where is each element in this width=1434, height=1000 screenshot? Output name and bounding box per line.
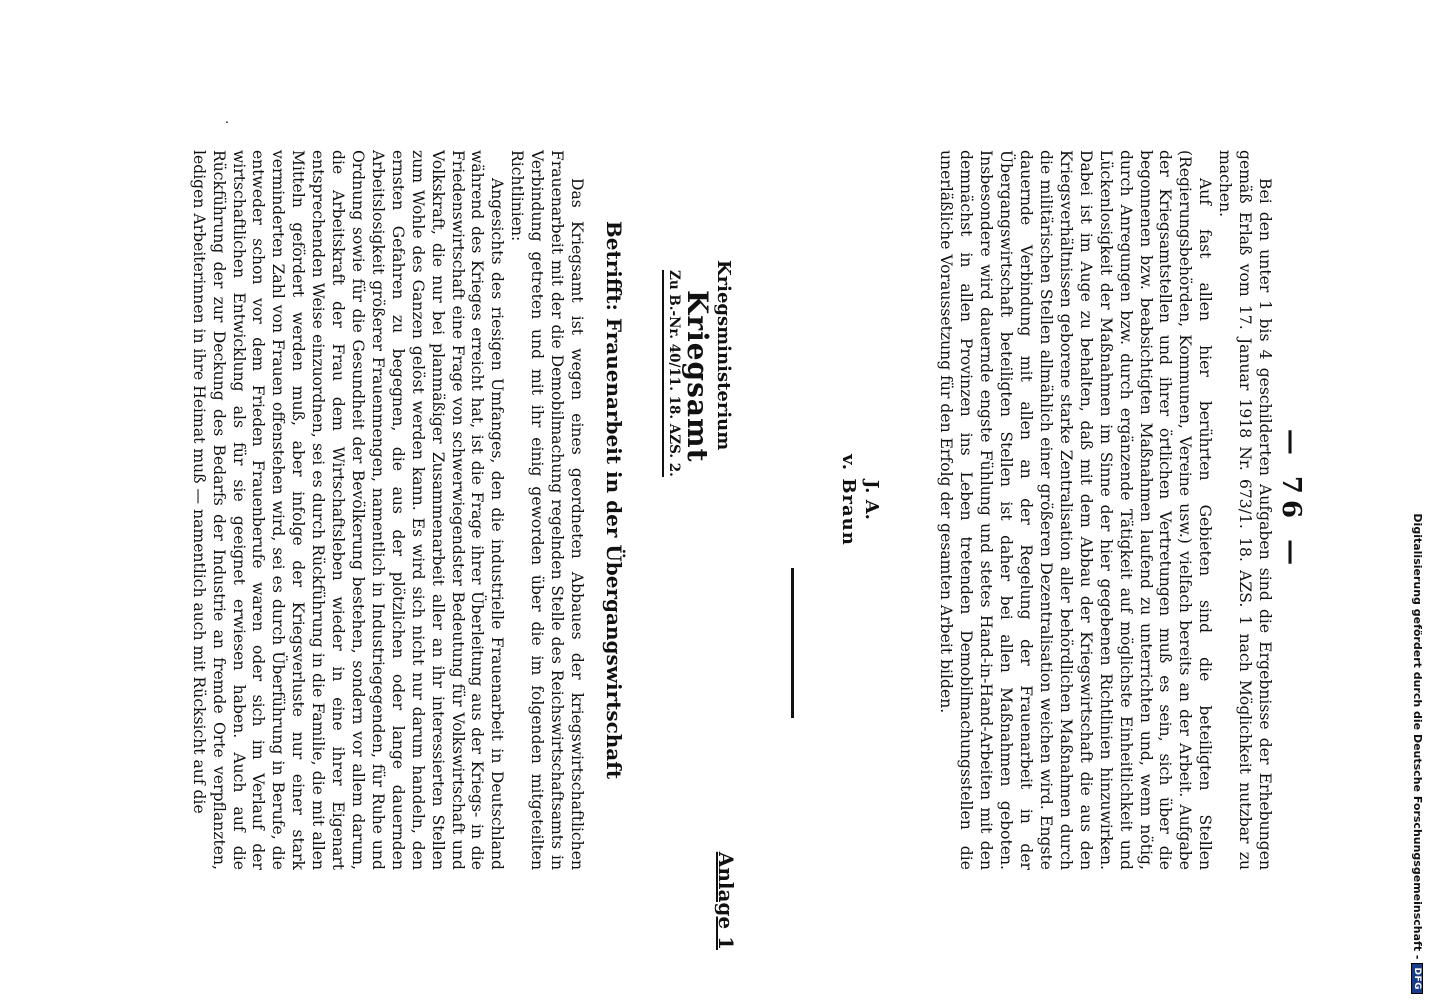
- intro-paragraph-2: Auf fast allen hier berührten Gebieten sind die beteiligten Stellen (Regierungsbehörden, Kommunen, Vereine usw.) vielfach bereits an der Arbeit. Aufgabe der Kriegsamtstellen und ihrer örtlichen Vertretungen muß es sein, sich über die begonnenen bzw. beabsichtigten Maßnahmen laufend zu unterrichten und, wenn nötig, durch Anregungen bzw. durch ergänzende Tätigkeit auf möglichste Einheitlichkeit und Lückenlosigkeit der Maßnahmen im Sinne der hier gegebenen Richtlinien hinzuwirken. Dabei ist im Auge zu behalten, daß mit dem Abbau der Kriegswirtschaft die aus den Kriegsverhältnissen geborene starke Zentralisation aller behördlichen Maßnahmen durch die militärischen Stellen allmählich einer größeren Dezentralisation weichen wird. Engste dauernde Verbindung mit allen an der Regelung der Frauenarbeit in der Übergangswirtschaft beteiligten Stellen ist daher bei allen Maßnahmen geboten. Insbesondere wird dauernde engste Fühlung und stetes Hand-in-Hand-Arbeiten mit den demnächst in allen Provinzen ins Leben tretenden Demobilmachungsstellen die unerläßliche Voraussetzung für den Erfolg der gesamten Arbeit bilden.: [937, 150, 1215, 870]
- scan-speck: ·: [218, 120, 234, 125]
- page-number: — 76 —: [1276, 428, 1306, 572]
- annex-label: Anlage 1: [714, 851, 738, 950]
- reference-number: Zu B.-Nr. 40/11. 18. AZS. 2.: [662, 270, 682, 477]
- digitization-credit-text: Digitalisierung gefördert durch die Deutsche Forschungsgemeinschaft -: [1411, 513, 1424, 960]
- dfg-logo: DFG: [1412, 963, 1424, 994]
- body-paragraph-2: Angesichts des riesigen Umfanges, den die industrielle Frauenarbeit in Deutschland während des Krieges erreicht hat, ist die Frage ihrer Überleitung aus der Kriegs- in die Friedenswirtschaft eine Frage von schwerwiegendster Bedeutung für Volkswirtschaft und Volkskraft, die nur bei planmäßiger Zusammenarbeit aller an ihr interessierten Stellen zum Wohle des Ganzen gelöst werden kann. Es wird sich nicht nur darum handeln, den ernsten Gefahren zu begegnen, die aus der plötzlichen oder lange dauernden Arbeitslosigkeit größerer Frauenmengen, namentlich in Industriegegenden, für Ruhe und Ordnung sowie für die Gesundheit der Bevölkerung bestehen, sondern vor allem darum, die Arbeitskraft der Frau dem Wirtschaftsleben wieder in eine ihrer Eigenart entsprechenden Weise einzuordnen, sei es durch Rückführung in die Familie, die mit allen Mitteln gefördert werden muß, aber infolge der Kriegsverluste nur einer stark verminderten Zahl von Frauen offenstehen wird, sei es durch Überführung in Berufe, die entweder schon vor dem Frieden Frauenberufe waren oder sich im Verlauf der wirtschaftlichen Entwicklung als für sie geeignet erwiesen haben. Auch auf die Rückführung der zur Deckung des Bedarfs der Industrie an fremde Orte verpflanzten, ledigen Arbeiterinnen in ihre Heimat muß — namentlich auch mit Rücksicht auf die: [189, 150, 507, 870]
- ministry-heading: Kriegsministerium: [713, 260, 734, 451]
- signature-ia: J. A.: [861, 480, 882, 520]
- section-divider: [791, 568, 794, 718]
- body-paragraph-1: Das Kriegsamt ist wegen eines geordneten Abbaues der kriegswirtschaftlichen Frauenarbeit mit der die Demobilmachung regelnden Stelle des Reichswirtschaftsamts in Verbindung getreten und mit ihr einig geworden über die im folgenden mitgeteilten Richtlinien:: [508, 150, 586, 870]
- intro-text: [936, 150, 1274, 870]
- office-heading: Kriegsamt: [681, 290, 714, 463]
- signature-name: v. Braun: [838, 454, 859, 546]
- digitization-credit: [1411, 4, 1424, 994]
- subject-heading: Betrifft: Frauenarbeit in der Übergangswirtschaft: [602, 220, 626, 780]
- body-text: [188, 150, 586, 870]
- intro-paragraph-1: Bei den unter 1 bis 4 geschilderten Aufgaben sind die Ergebnisse der Erhebungen gemäß Erlaß vom 17. Januar 1918 Nr. 673/1. 18. AZS. 1 nach Möglichkeit nutzbar zu machen.: [1216, 150, 1274, 870]
